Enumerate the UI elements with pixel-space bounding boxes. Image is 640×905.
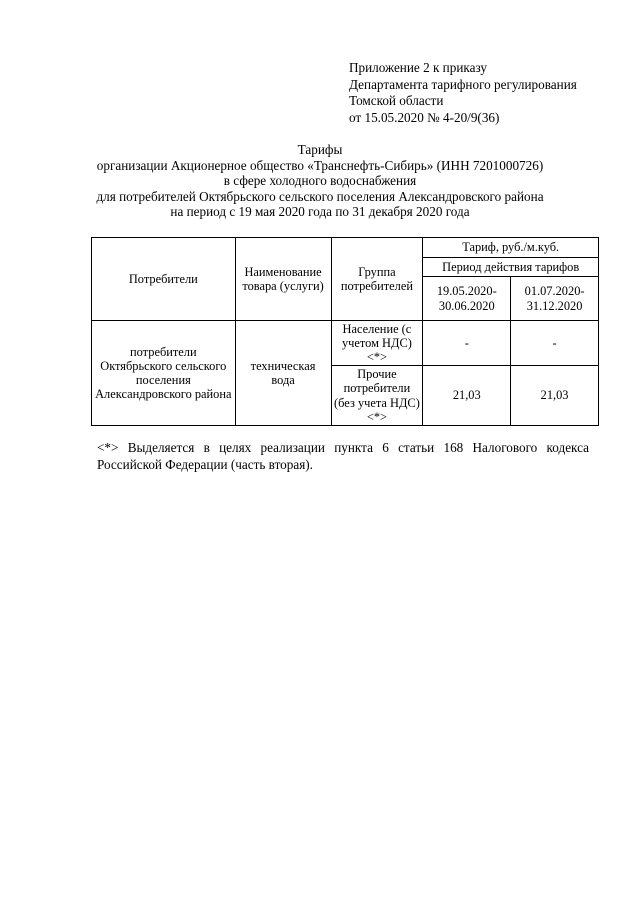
document-title: Тарифы (297, 142, 343, 157)
heading-line: организации Акционерное общество «Транснефть-Сибирь» (ИНН 7201000726) (96, 157, 544, 173)
consumer-cell: потребители Октябрьского сельского поселения Александровского района (92, 321, 236, 426)
appendix-line: от 15.05.2020 № 4-20/9(36) (349, 109, 500, 125)
header-group: Группа потребителей (331, 238, 423, 321)
header-period-2: 01.07.2020-31.12.2020 (511, 277, 599, 321)
header-product: Наименование товара (услуги) (235, 238, 331, 321)
header-consumers: Потребители (92, 238, 236, 321)
header-tariff: Тариф, руб./м.куб. (423, 238, 599, 258)
header-period: Период действия тарифов (423, 258, 599, 277)
appendix-line: Томской области (349, 93, 444, 108)
product-cell: техническая вода (235, 321, 331, 426)
tariff-table (91, 237, 599, 426)
appendix-line: Департамента тарифного регулирования (349, 76, 577, 92)
group-cell: Население (с учетом НДС) <*> (331, 321, 423, 366)
tariff-cell: - (511, 321, 599, 366)
footnote: <*> Выделяется в целях реализации пункта 6 статьи 168 Налогового кодекса Российской Федерации (часть вторая). (97, 440, 589, 472)
heading-line: в сфере холодного водоснабжения (223, 173, 417, 189)
group-cell: Прочие потребители (без учета НДС) <*> (331, 366, 423, 426)
appendix-block (349, 60, 619, 126)
table-row (92, 321, 599, 366)
tariff-cell: 21,03 (511, 366, 599, 426)
heading-line: для потребителей Октябрьского сельского поселения Александровского района (96, 188, 544, 204)
tariff-cell: 21,03 (423, 366, 511, 426)
tariff-cell: - (423, 321, 511, 366)
appendix-line: Приложение 2 к приказу (349, 60, 487, 75)
header-period-1: 19.05.2020-30.06.2020 (423, 277, 511, 321)
heading-line: на период с 19 мая 2020 года по 31 декабря 2020 года (170, 204, 470, 220)
document-heading (60, 142, 580, 220)
